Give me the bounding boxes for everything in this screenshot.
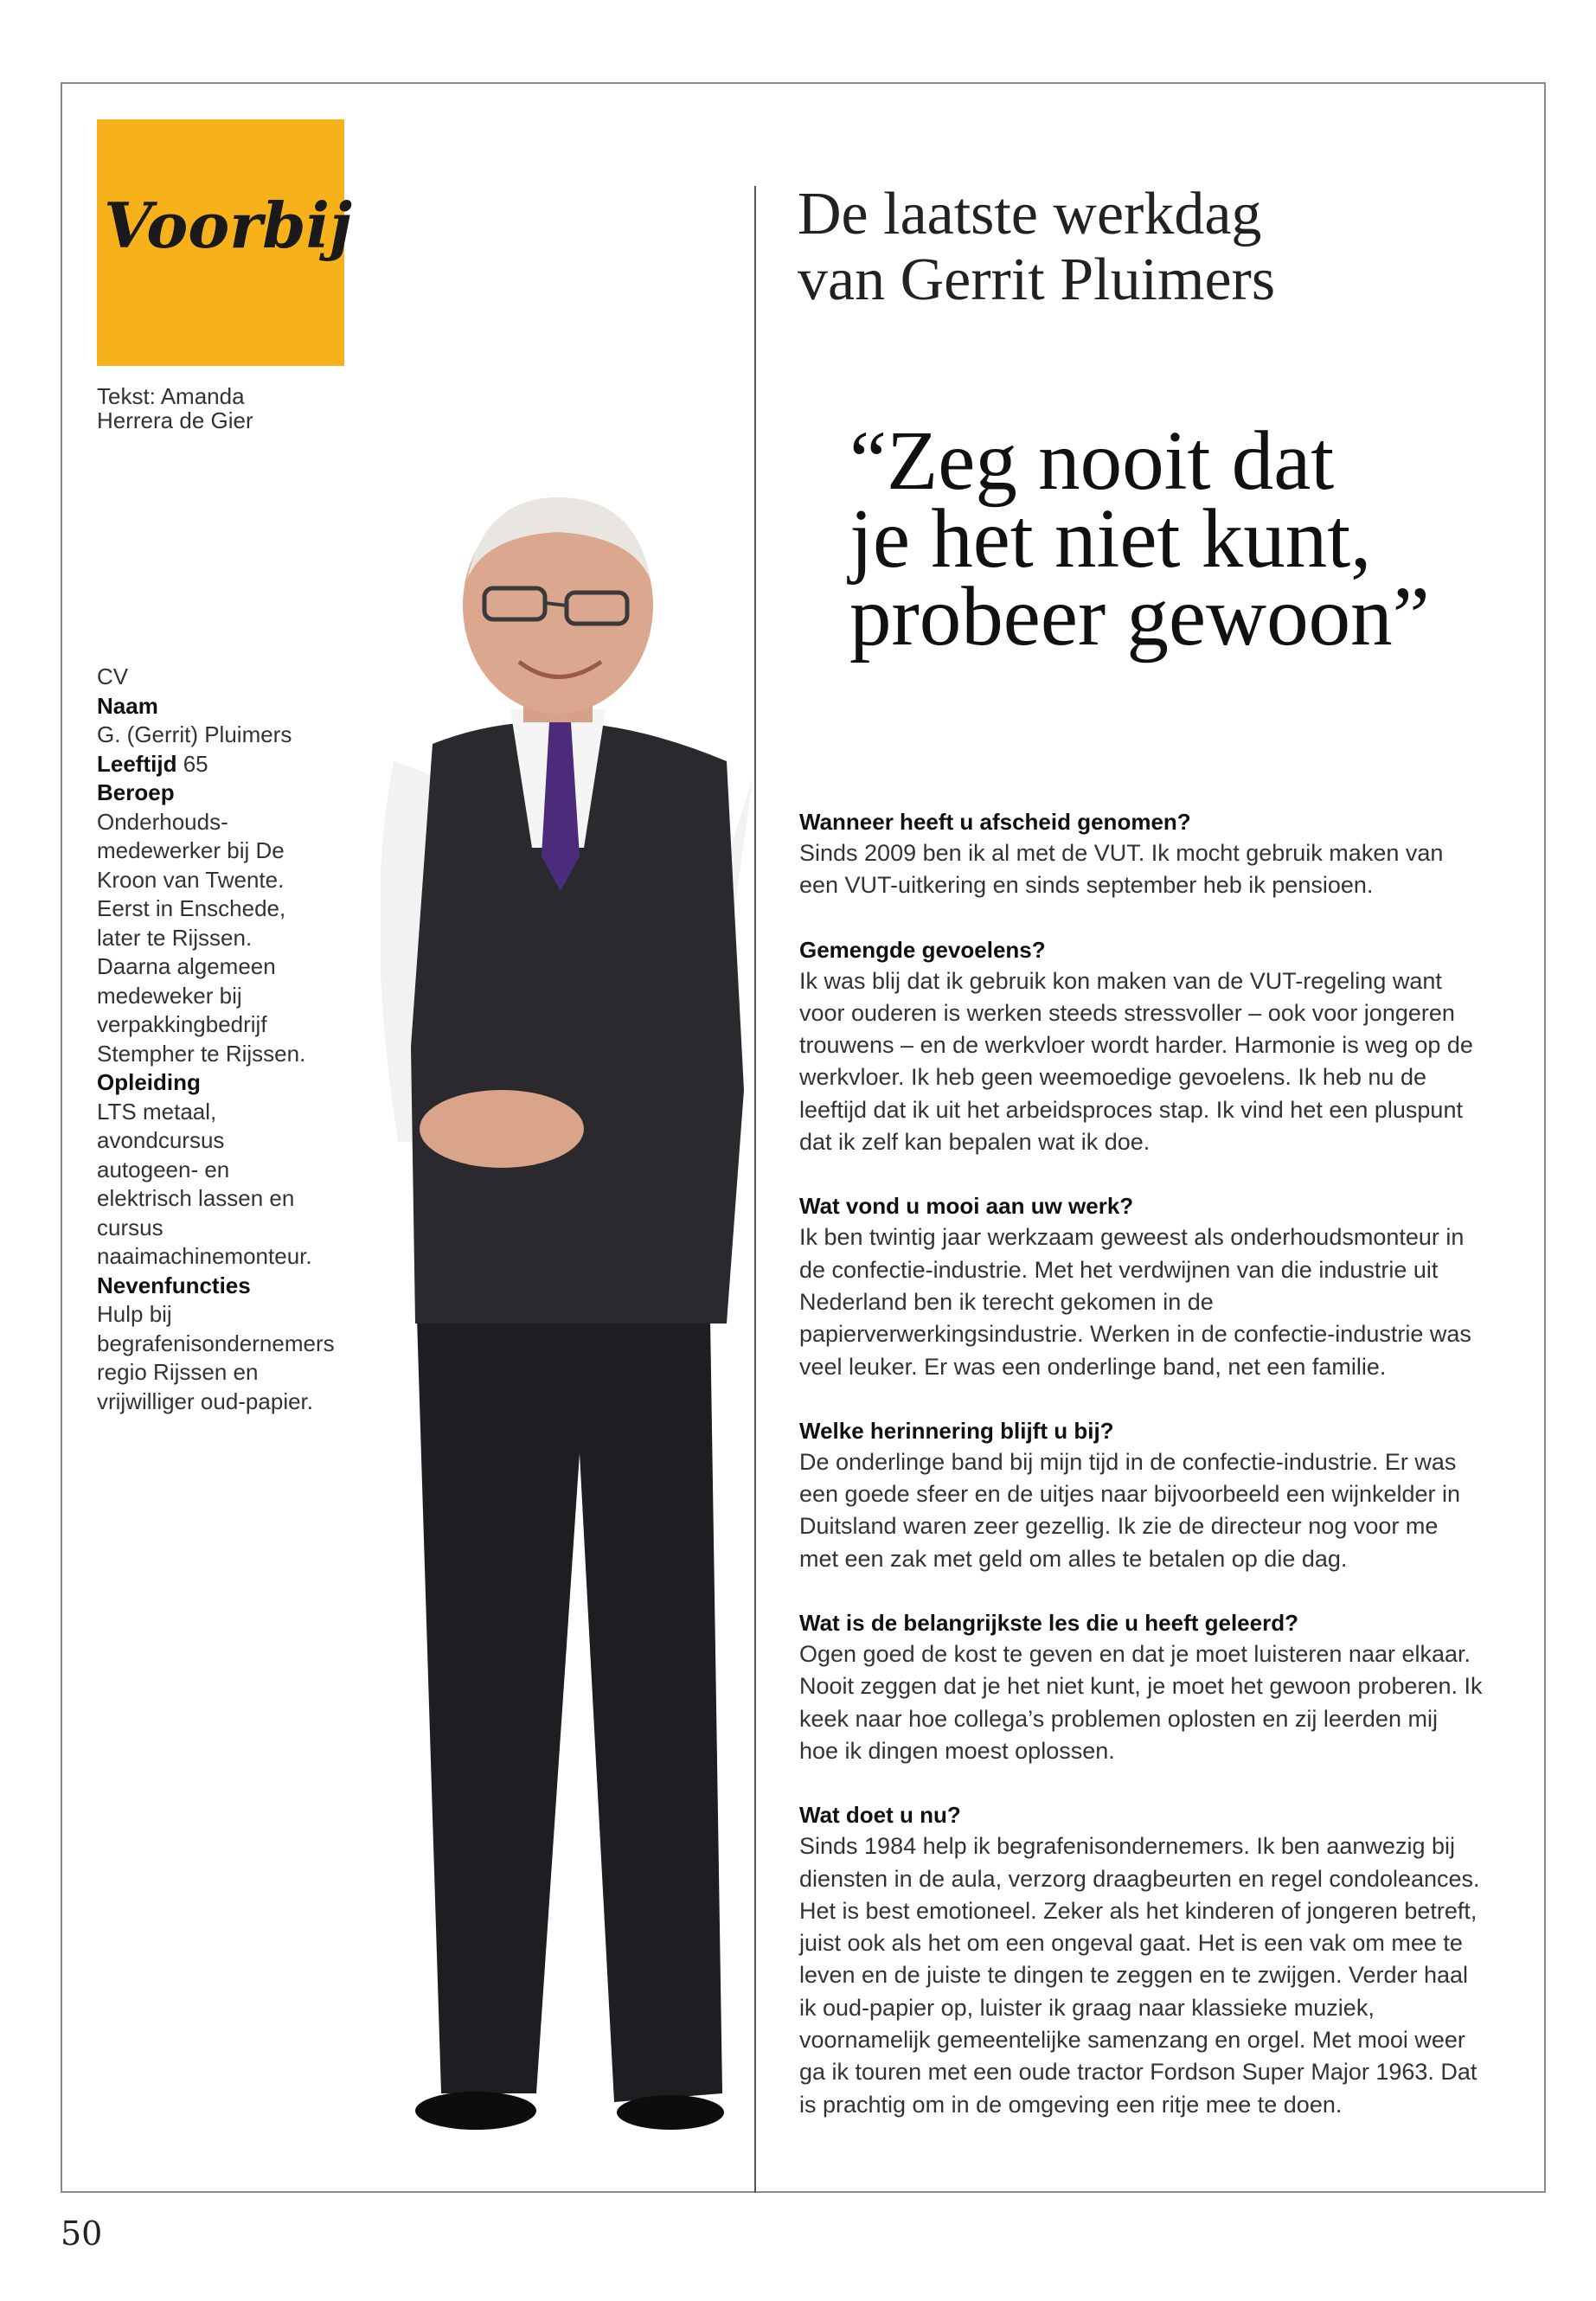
quote-line-1: “Zeg nooit dat xyxy=(849,414,1335,507)
question: Gemengde gevoelens? xyxy=(799,936,1046,963)
question: Wanneer heeft u afscheid genomen? xyxy=(799,809,1191,835)
question: Wat vond u mooi aan uw werk? xyxy=(799,1193,1134,1220)
title-line-1: De laatste werkdag xyxy=(798,181,1262,247)
cv-name-label: Naam xyxy=(97,692,158,719)
qa-block xyxy=(799,1607,1483,1767)
answer: De onderlinge band bij mijn tijd in de confectie-industrie. Er was een goede sfeer en de uitjes naar bijvoorbeeld een wijnkelder in Duitsland waren zeer gezellig. Ik zie de directeur nog voor me met een zak met geld om alles te betalen op die dag. xyxy=(799,1448,1461,1572)
page-number: 50 xyxy=(61,2214,103,2253)
answer: Ogen goed de kost te geven en dat je moet luisteren naar elkaar. Nooit zeggen dat je het niet kunt, je moet het gewoon proberen. Ik keek naar hoe collega’s problemen oplosten en zij leerden mij hoe ik dingen moest oplossen. xyxy=(799,1641,1483,1764)
qa-block xyxy=(799,806,1483,902)
section-label-box xyxy=(97,119,352,366)
question: Welke herinnering blijft u bij? xyxy=(799,1417,1114,1444)
answer: Sinds 2009 ben ik al met de VUT. Ik mocht gebruik maken van een VUT-uitkering en sinds september heb ik pensioen. xyxy=(799,840,1444,899)
cv-age-row xyxy=(97,750,330,779)
cv-side-value: Hulp bij begrafenisondernemers regio Rijssen en vrijwilliger oud-papier. xyxy=(97,1301,335,1414)
cv-name-value: G. (Gerrit) Pluimers xyxy=(97,721,292,747)
qa-block xyxy=(799,934,1483,1159)
question: Wat is de belangrijkste les die u heeft geleerd? xyxy=(799,1610,1298,1637)
cv-job-label: Beroep xyxy=(97,779,175,805)
title-line-2: van Gerrit Pluimers xyxy=(798,247,1276,313)
answer: Ik ben twintig jaar werkzaam geweest als onderhoudsmonteur in de confectie-industrie. Met het verdwijnen van die industrie uit Nederland ben ik terecht gekomen in de papierverwerkingsindustrie. Werken in de confectie-industrie was veel leuker. Er was een onderlinge band, net een familie. xyxy=(799,1224,1471,1380)
cv-edu-value: LTS metaal, avondcursus autogeen- en elektrisch lassen en cursus naaimachinemonteur. xyxy=(97,1098,312,1269)
column-divider xyxy=(754,186,756,2193)
cv-side-label: Nevenfuncties xyxy=(97,1272,251,1298)
quote-line-3: probeer gewoon” xyxy=(849,570,1430,663)
article-title xyxy=(798,182,1403,313)
cv-age-label: Leeftijd xyxy=(97,750,177,777)
portrait-photo xyxy=(381,484,753,2132)
question: Wat doet u nu? xyxy=(799,1802,961,1829)
answer: Sinds 1984 help ik begrafenisondernemers. Ik ben aanwezig bij diensten in de aula, verzorg draagbeurten en regel condoleances. Het is best emotioneel. Zeker als het kinderen of jongeren betreft, juist ook als het om een ongeval gaat. Het is een vak om mee te leven en de juiste te dingen te zeggen en te zwijgen. Verder haal ik oud-papier op, luister ik graag naar klassieke muziek, voornamelijk gemeentelijke samenzang en orgel. Met mooi weer ga ik touren met een oude tractor Fordson Super Major 1963. Dat is prachtig om in de omgeving een ritje mee te doen. xyxy=(799,1833,1480,2118)
interview-body xyxy=(799,806,1483,2153)
cv-job-value: Onderhouds-medewerker bij De Kroon van Twente. Eerst in Enschede, later te Rijssen. Daarna algemeen medeweker bij verpakkingbedrijf Stempher te Rijssen. xyxy=(97,808,306,1067)
qa-block xyxy=(799,1190,1483,1382)
pull-quote xyxy=(849,414,1507,663)
cv-age-value: 65 xyxy=(183,750,208,777)
cv-sidebar xyxy=(97,663,335,1416)
qa-block xyxy=(799,1415,1483,1575)
cv-heading: CV xyxy=(97,663,129,689)
author-credit: Tekst: Amanda Herrera de Gier xyxy=(97,383,253,433)
answer: Ik was blij dat ik gebruik kon maken van de VUT-regeling want voor ouderen is werken steeds stressvoller – ook voor jongeren trouwens – en de werkvloer wordt harder. Harmonie is weg op de werkvloer. Ik heb geen weemoedige gevoelens. Ik heb nu de leeftijd dat ik uit het arbeidsproces stap. Ik vind het een pluspunt dat ik zelf kan bepalen wat ik doe. xyxy=(799,967,1473,1156)
quote-line-2: je het niet kunt, xyxy=(849,492,1372,585)
section-label: Voorbij xyxy=(104,189,352,262)
cv-edu-label: Opleiding xyxy=(97,1069,201,1095)
qa-block xyxy=(799,1799,1483,2121)
